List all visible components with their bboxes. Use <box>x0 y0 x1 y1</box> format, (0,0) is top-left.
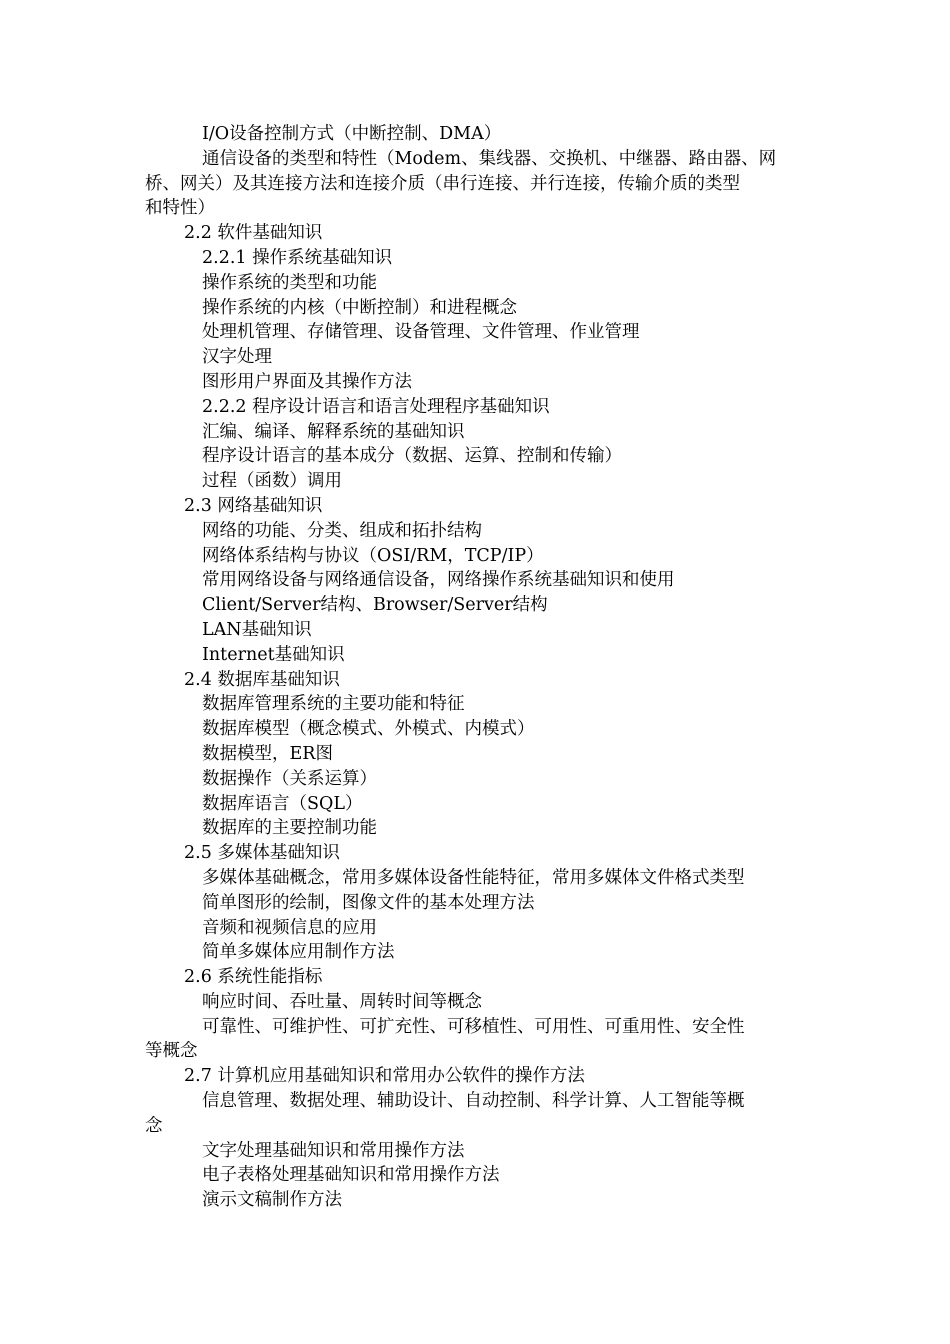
text-line: 多媒体基础概念，常用多媒体设备性能特征，常用多媒体文件格式类型 <box>202 867 745 888</box>
text-line: 数据库管理系统的主要功能和特征 <box>202 694 465 715</box>
text-line: 和特性） <box>145 198 215 219</box>
text-line: I/O设备控制方式（中断控制、DMA） <box>202 124 502 144</box>
text-line: 数据库的主要控制功能 <box>202 818 377 839</box>
text-line: 过程（函数）调用 <box>202 471 342 492</box>
section-heading: 2.3 网络基础知识 <box>184 495 323 516</box>
text-line: 简单多媒体应用制作方法 <box>202 942 395 963</box>
text-line: 简单图形的绘制，图像文件的基本处理方法 <box>202 892 535 913</box>
text-line: 等概念 <box>145 1041 198 1062</box>
text-line: 数据模型，ER图 <box>202 743 333 764</box>
text-line: 2.2.1 操作系统基础知识 <box>202 247 393 268</box>
text-line: LAN基础知识 <box>202 619 312 640</box>
text-line: Internet基础知识 <box>202 644 345 665</box>
text-line: 汉字处理 <box>202 347 272 368</box>
section-heading: 2.2 软件基础知识 <box>184 223 323 244</box>
text-line: 程序设计语言的基本成分（数据、运算、控制和传输） <box>202 446 622 467</box>
text-line: 汇编、编译、解释系统的基础知识 <box>202 421 465 442</box>
text-line: 数据操作（关系运算） <box>202 768 377 789</box>
text-line: 桥、网关）及其连接方法和连接介质（串行连接、并行连接，传输介质的类型 <box>145 173 740 194</box>
text-line: 可靠性、可维护性、可扩充性、可移植性、可用性、可重用性、安全性 <box>202 1016 745 1037</box>
section-heading: 2.6 系统性能指标 <box>184 967 323 988</box>
text-line: 网络的功能、分类、组成和拓扑结构 <box>202 520 482 541</box>
text-line: 音频和视频信息的应用 <box>202 917 377 938</box>
text-line: 信息管理、数据处理、辅助设计、自动控制、科学计算、人工智能等概 <box>202 1091 745 1112</box>
text-line: 电子表格处理基础知识和常用操作方法 <box>202 1165 500 1186</box>
text-line: 2.2.2 程序设计语言和语言处理程序基础知识 <box>202 396 550 417</box>
text-line: 响应时间、吞吐量、周转时间等概念 <box>202 991 482 1012</box>
section-heading: 2.5 多媒体基础知识 <box>184 843 340 864</box>
text-line: 通信设备的类型和特性（Modem、集线器、交换机、中继器、路由器、网 <box>202 148 777 169</box>
text-line: 处理机管理、存储管理、设备管理、文件管理、作业管理 <box>202 322 640 343</box>
text-line: 演示文稿制作方法 <box>202 1190 342 1211</box>
text-line: 数据库模型（概念模式、外模式、内模式） <box>202 719 535 740</box>
document-page <box>0 122 950 1213</box>
text-line: 文字处理基础知识和常用操作方法 <box>202 1140 465 1161</box>
section-heading: 2.7 计算机应用基础知识和常用办公软件的操作方法 <box>184 1066 585 1087</box>
text-line: 数据库语言（SQL） <box>202 793 363 814</box>
text-line: 网络体系结构与协议（OSI/RM，TCP/IP） <box>202 545 544 566</box>
text-line: Client/Server结构、Browser/Server结构 <box>202 595 548 616</box>
document-body <box>0 122 950 1213</box>
text-line: 念 <box>145 1115 163 1136</box>
text-line: 常用网络设备与网络通信设备，网络操作系统基础知识和使用 <box>202 570 675 591</box>
text-line: 图形用户界面及其操作方法 <box>202 371 412 392</box>
text-line: 操作系统的内核（中断控制）和进程概念 <box>202 297 517 318</box>
text-line: 操作系统的类型和功能 <box>202 272 377 293</box>
section-heading: 2.4 数据库基础知识 <box>184 669 340 690</box>
